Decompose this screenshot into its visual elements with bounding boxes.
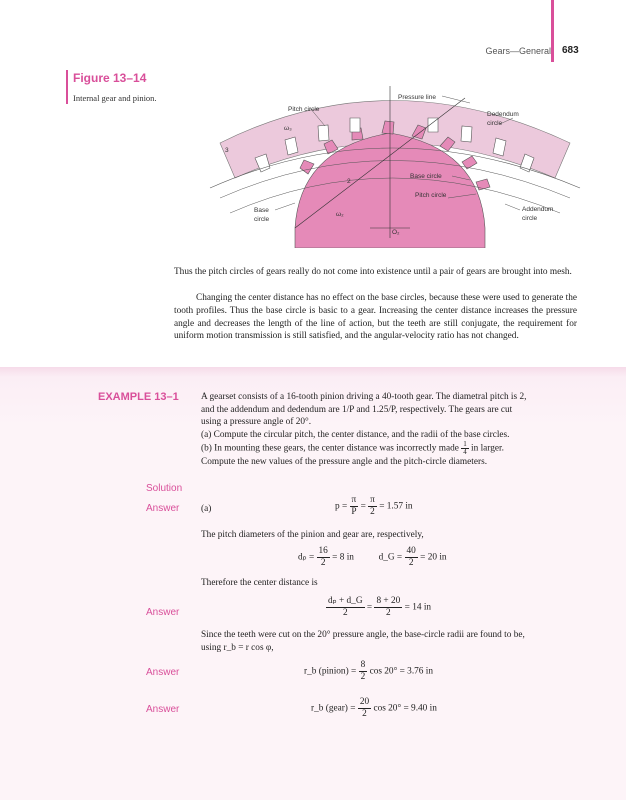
label-addendum: Addendum <box>522 206 554 213</box>
example-line-2: and the addendum and dedendum are 1/P and 1.25/P, respectively. The gears are cut <box>201 404 513 415</box>
equation-base-radius-pinion: r_b (pinion) = $\frac{8}{2}$ cos 20° = 3.76 in <box>304 660 434 682</box>
page-number: 683 <box>562 45 579 56</box>
label-pinion-2: 2 <box>347 178 351 185</box>
label-addendum-circle: circle <box>522 215 538 222</box>
answer-label-3: Answer <box>146 667 180 678</box>
example-line-5: (b) In mounting these gears, the center distance was incorrectly made $\frac{1}{4}$ in larger. <box>201 440 504 456</box>
label-gear-3: 3 <box>225 147 229 154</box>
equation-base-radius-gear: r_b (gear) = $\frac{20}{2}$ cos 20° = 9.40 in <box>311 697 437 719</box>
paragraph-2: Changing the center distance has no effect on the base circles, because these were used to generate the tooth profiles. Thus the base circle is basic to a gear. Increasing the center distance increases the pressure angle and decreases the length of the line of action, but the teeth are still conjugate, the requirement for uniform motion transmission is still satisfied, and the angular-velocity ratio has not changed. <box>174 293 577 342</box>
equation-circular-pitch: p = $\frac{\pi}{P}$ = $\frac{\pi}{2}$ = 1.57 in <box>335 495 413 517</box>
equation-center-distance: $\frac{\text{dₚ + d\_G}}{2}$ = $\frac{8 + 20}{2}$ = 14 in <box>328 596 432 618</box>
example-label: EXAMPLE 13–1 <box>98 391 179 403</box>
text-base-circle-radii: Since the teeth were cut on the 20° pressure angle, the base-circle radii are found to be, <box>201 630 525 640</box>
label-base: Base <box>254 207 269 214</box>
label-dedendum: Dedendum <box>487 111 519 118</box>
label-pitch-circle-2: Pitch circle <box>415 192 447 199</box>
example-line-3: using a pressure angle of 20°. <box>201 417 312 427</box>
label-pitch-circle: Pitch circle <box>288 106 320 113</box>
equation-pitch-diameters: dₚ = $\frac{16}{2}$ = 8 in d_G = $\frac{40}{2}$ = 20 in <box>298 546 447 568</box>
label-omega3: ω₃ <box>284 125 292 132</box>
answer-label-4: Answer <box>146 704 180 715</box>
part-a-label: (a) <box>201 504 212 514</box>
text-center-distance: Therefore the center distance is <box>201 578 318 588</box>
figure-caption: Internal gear and pinion. <box>73 93 157 103</box>
label-o2: O₂ <box>392 229 400 236</box>
text-using-formula: using r_b = r cos φ, <box>201 643 274 653</box>
example-statement <box>201 391 591 469</box>
example-line-1: A gearset consists of a 16-tooth pinion driving a 40-tooth gear. The diametral pitch is 2, <box>201 392 527 402</box>
header-rule <box>551 0 554 62</box>
label-base-circle: Base circle <box>410 173 442 180</box>
answer-label-2: Answer <box>146 607 180 618</box>
example-line-4: (a) Compute the circular pitch, the center distance, and the radii of the base circles. <box>201 429 510 440</box>
label-dedendum-circle: circle <box>487 120 503 127</box>
text-pitch-diameters: The pitch diameters of the pinion and gear are, respectively, <box>201 530 424 540</box>
label-pressure-line: Pressure line <box>398 94 436 101</box>
example-line-6: Compute the new values of the pressure angle and the pitch-circle diameters. <box>201 457 488 467</box>
answer-label-1: Answer <box>146 503 180 514</box>
paragraph-1: Thus the pitch circles of gears really do not come into existence until a pair of gears are brought into mesh. <box>174 267 572 277</box>
figure-title: Figure 13–14 <box>73 71 147 85</box>
solution-label: Solution <box>146 483 183 494</box>
label-base-circle-2: circle <box>254 216 270 223</box>
running-title: Gears—General <box>485 46 551 56</box>
figure-rule <box>66 70 68 104</box>
label-omega2: ω₂ <box>336 211 344 218</box>
